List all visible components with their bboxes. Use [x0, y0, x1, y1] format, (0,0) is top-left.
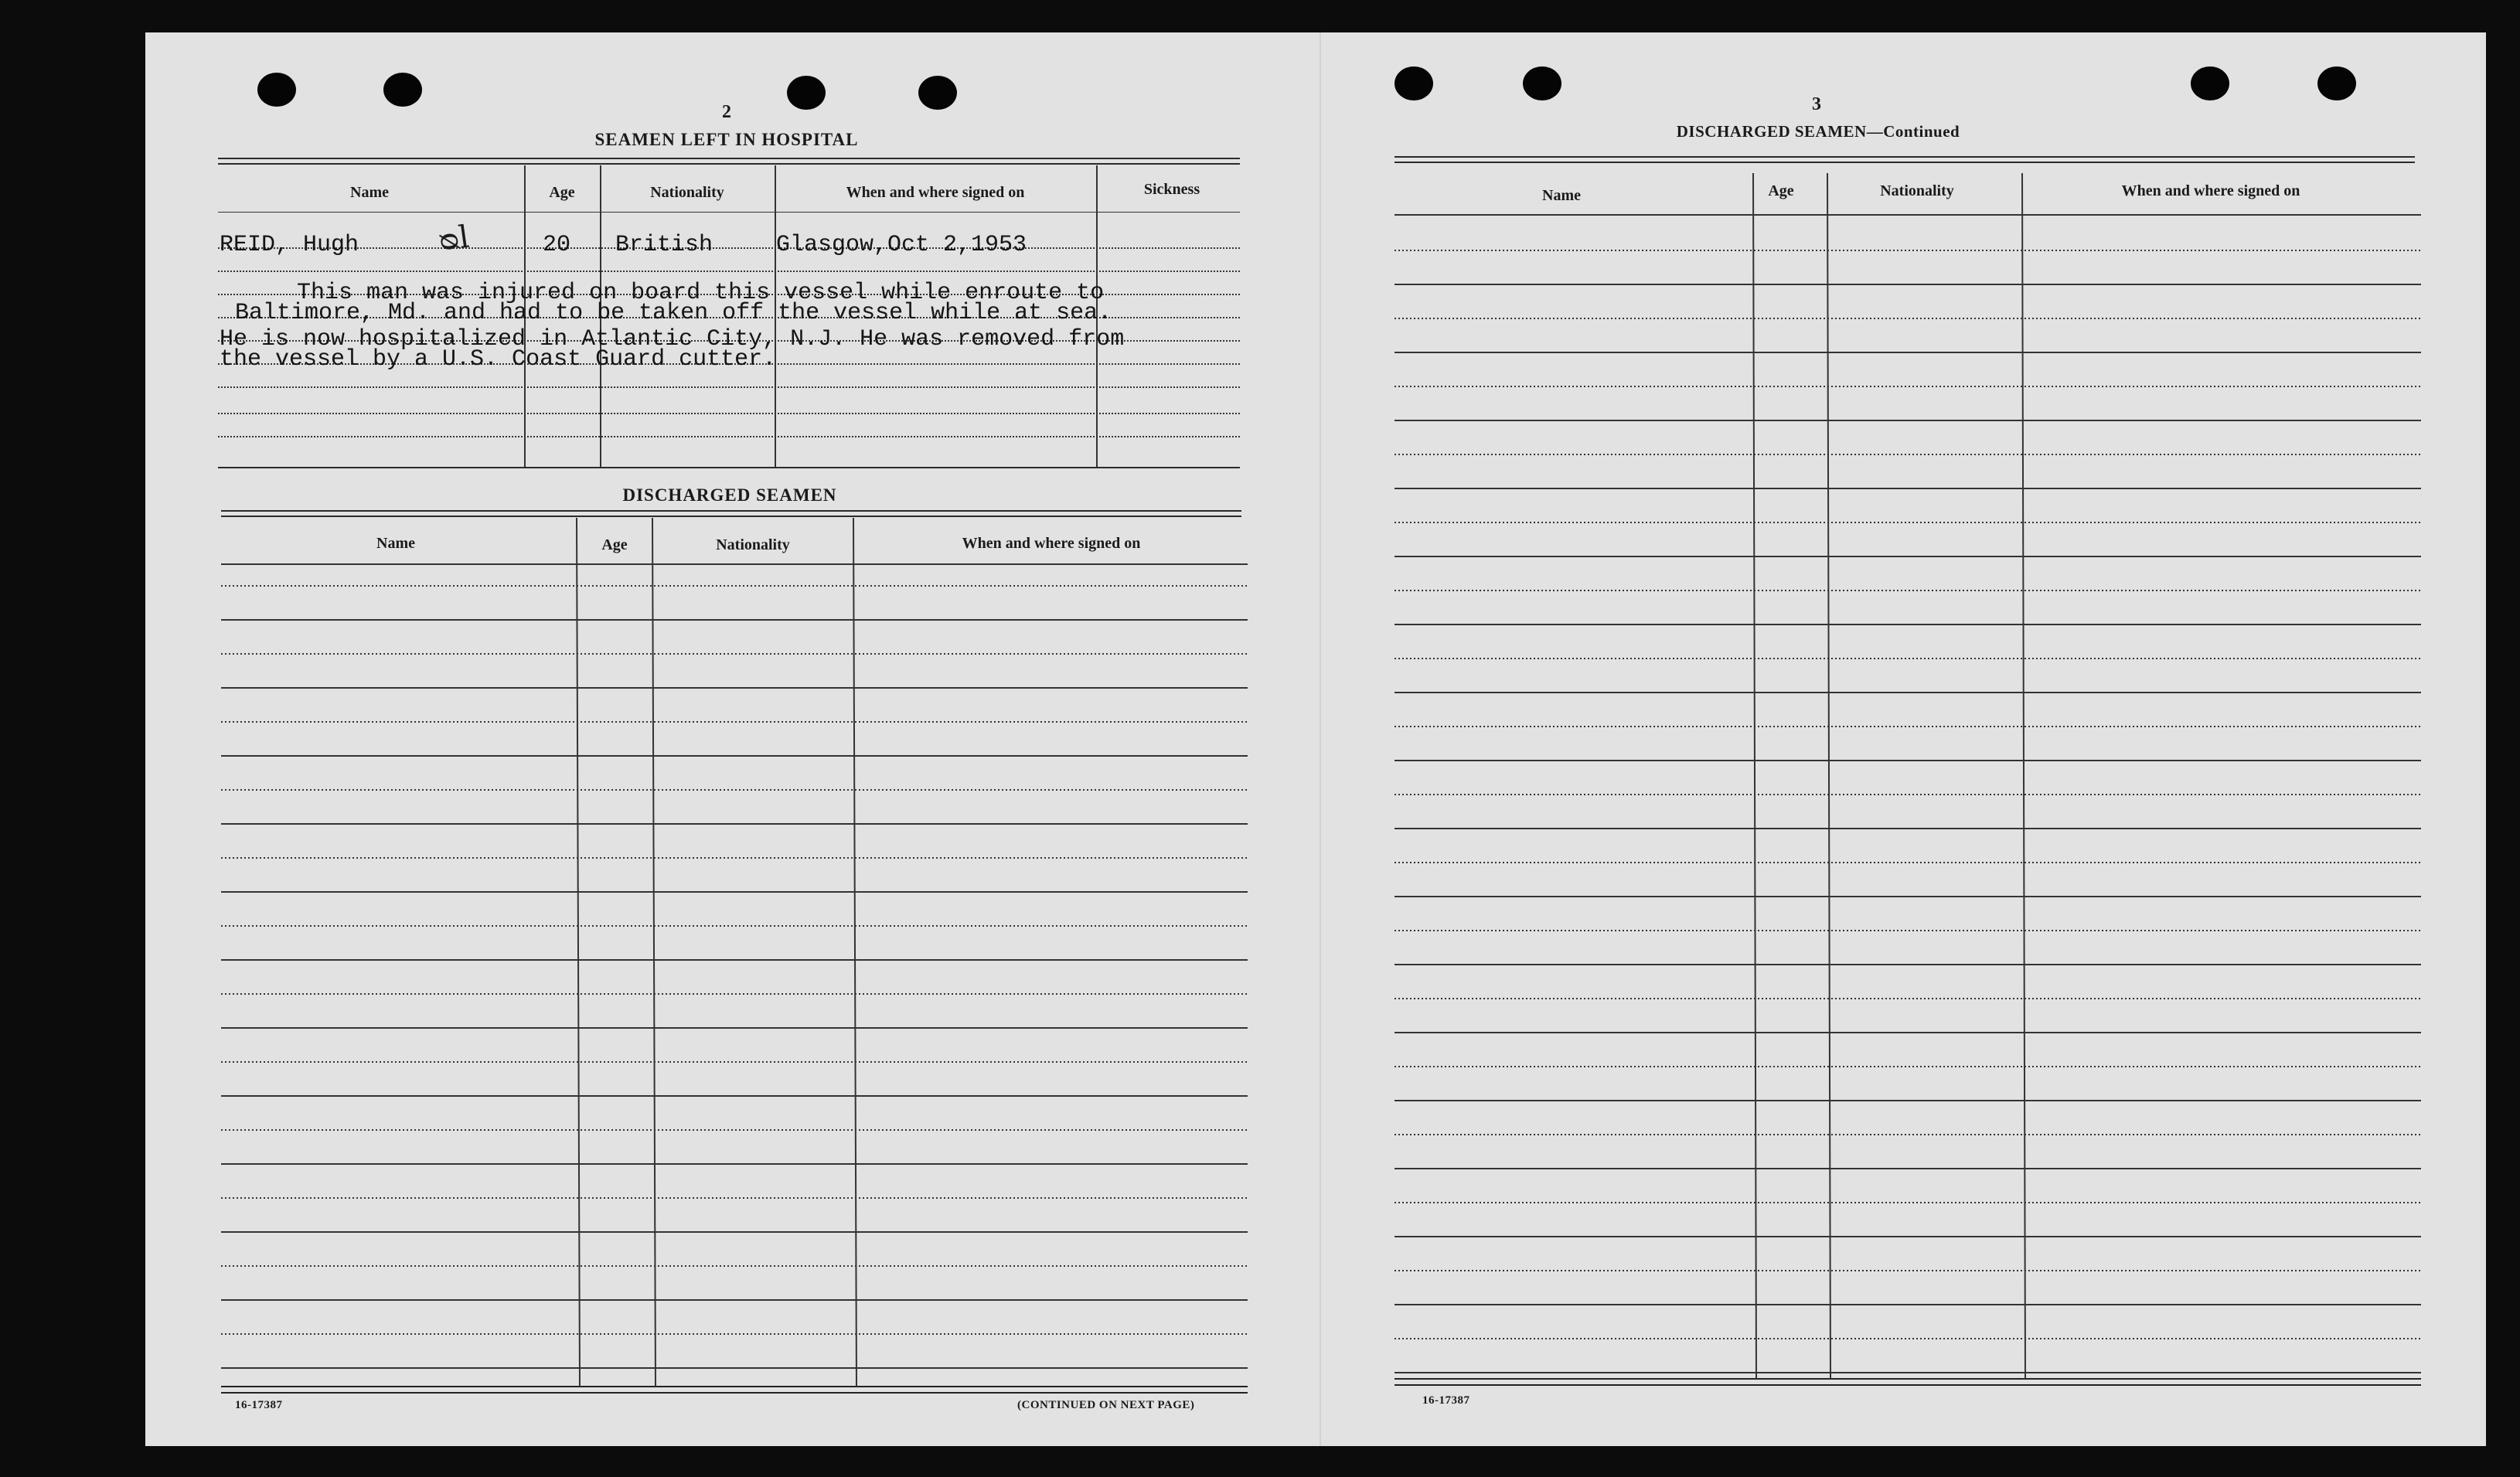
column-header-signed-on: When and where signed on	[962, 535, 1141, 552]
seaman-signed-on: Glasgow,Oct 2,1953	[776, 232, 1027, 258]
column-header-sickness: Sickness	[1143, 181, 1200, 198]
column-header-name: Name	[350, 184, 389, 201]
remarks-line-3: He is now hospitalized in Atlantic City, N.J. He was removed from	[220, 326, 1125, 352]
remarks-line-4: the vessel by a U.S. Coast Guard cutter.	[220, 346, 777, 373]
section-title-discharged-continued: DISCHARGED SEAMEN—Continued	[1676, 122, 1960, 141]
column-header-name: Name	[376, 535, 415, 552]
column-header-nationality: Nationality	[1880, 182, 1954, 199]
seaman-age: 20	[543, 232, 571, 258]
remarks-line-2: Baltimore, Md. and had to be taken off the vessel while at sea.	[235, 300, 1112, 326]
section-title-hospital: SEAMEN LEFT IN HOSPITAL	[594, 130, 859, 149]
page-number: 3	[1812, 94, 1821, 114]
left-page	[145, 32, 1320, 1446]
column-header-signed-on: When and where signed on	[846, 184, 1025, 201]
remarks-line-1: This man was injured on board this vessel while enroute to	[297, 280, 1105, 306]
right-page	[1320, 32, 2486, 1446]
section-title-discharged: DISCHARGED SEAMEN	[622, 485, 837, 505]
column-header-age: Age	[549, 184, 575, 201]
column-header-signed-on: When and where signed on	[2121, 182, 2300, 199]
column-header-nationality: Nationality	[716, 536, 790, 553]
page-number: 2	[722, 102, 731, 122]
discharged-seamen-grid	[145, 32, 1320, 1446]
form-number: 16-17387	[1422, 1394, 1470, 1407]
column-header-nationality: Nationality	[650, 184, 724, 201]
discharged-seamen-continued-grid	[1320, 32, 2486, 1446]
form-number: 16-17387	[235, 1399, 283, 1411]
seaman-name: REID, Hugh	[220, 232, 359, 258]
seaman-nationality: British	[615, 232, 713, 258]
column-header-age: Age	[601, 536, 628, 553]
register-sheet	[145, 32, 2486, 1446]
handwritten-initials: ᴓl	[436, 219, 472, 259]
column-header-age: Age	[1768, 182, 1794, 199]
continued-note: (CONTINUED ON NEXT PAGE)	[1017, 1399, 1195, 1411]
column-header-name: Name	[1542, 187, 1581, 204]
